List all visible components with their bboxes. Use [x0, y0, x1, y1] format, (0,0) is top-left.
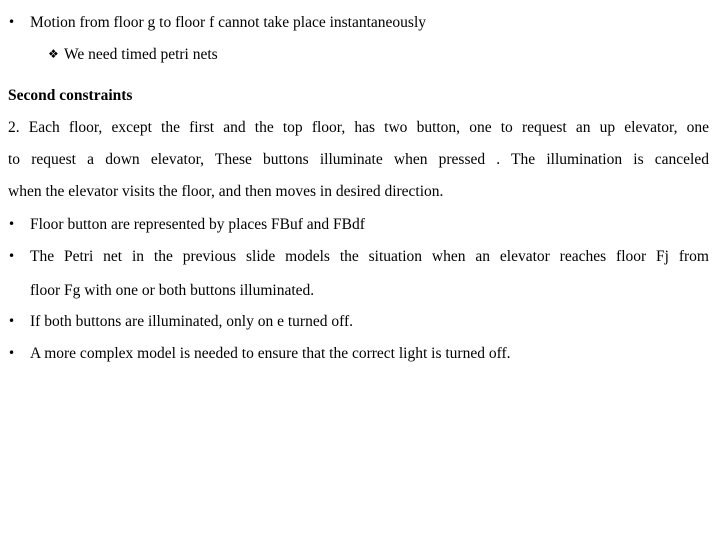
bullet-item-floor-button [8, 216, 365, 234]
bullet-item-both-buttons [8, 313, 353, 331]
bullet-text: If both buttons are illuminated, only on e turned off. [30, 313, 353, 330]
bullet-item-complex-model [8, 345, 511, 363]
section-heading: Second constraints [8, 87, 133, 104]
paragraph-line: to request a down elevator, These buttons illuminate when pressed . The illumination is canceled [8, 151, 709, 168]
bullet-marker: • [8, 249, 16, 263]
sub-bullet-text: We need timed petri nets [64, 46, 218, 63]
sub-bullet-item-timed-petri [48, 46, 218, 64]
bullet-text: Floor button are represented by places FBuf and FBdf [30, 216, 365, 233]
bullet-continuation: floor Fg with one or both buttons illuminated. [30, 282, 315, 299]
bullet-marker: • [8, 346, 16, 360]
bullet-text: The Petri net in the previous slide models the situation when an elevator reaches floor Fj from [30, 248, 709, 265]
paragraph-line: 2. Each floor, except the first and the top floor, has two button, one to request an up elevator, one [8, 119, 709, 136]
bullet-item-motion [8, 14, 426, 32]
bullet-marker: • [8, 217, 16, 231]
bullet-text: A more complex model is needed to ensure that the correct light is turned off. [30, 345, 511, 362]
bullet-text: Motion from floor g to floor f cannot take place instantaneously [30, 14, 427, 31]
diamond-bullet-icon: ❖ [48, 47, 59, 61]
bullet-marker: • [8, 15, 16, 29]
bullet-marker: • [8, 314, 16, 328]
bullet-item-petri-net [8, 248, 709, 266]
paragraph-line: when the elevator visits the floor, and then moves in desired direction. [8, 183, 444, 200]
